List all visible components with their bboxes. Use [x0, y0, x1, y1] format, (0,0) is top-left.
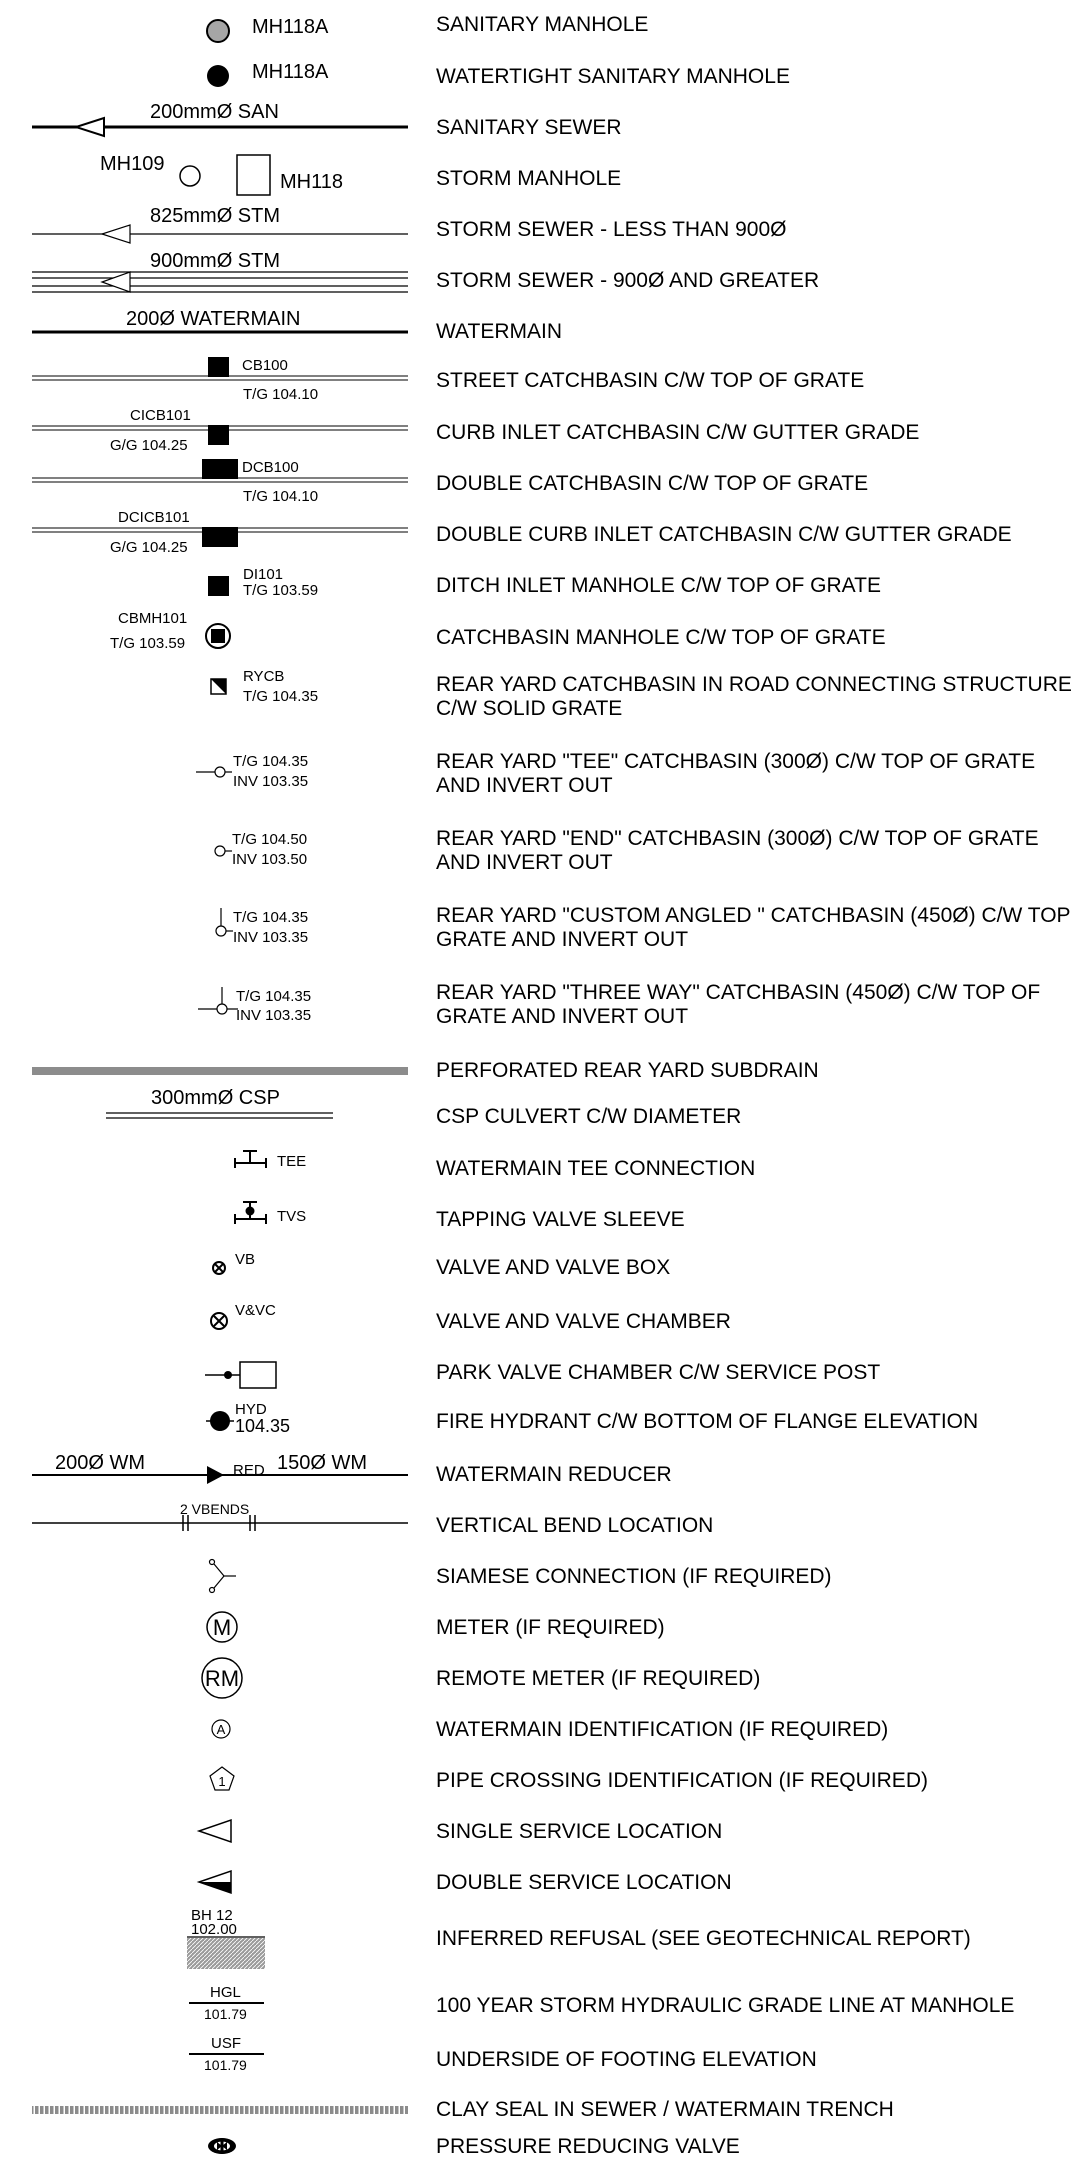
rear-yard-custom-angled-catchbasin-symbol [0, 896, 410, 946]
hgl-label: HGL [210, 1984, 241, 2001]
elevation-label: T/G 103.59 [243, 582, 319, 599]
watermain-identification-symbol [0, 1704, 410, 1754]
elevation-label: T/G 104.35 [243, 688, 319, 705]
structure-label: DCICB101 [118, 509, 190, 526]
legend-description: REAR YARD "TEE" CATCHBASIN (300Ø) C/W TOP OF GRATE [436, 750, 1036, 773]
elevation-label: T/G 104.10 [243, 488, 319, 505]
legend-description-continued: GRATE AND INVERT OUT [436, 928, 689, 951]
watermain-reducer-symbol [0, 1449, 410, 1499]
legend-description: UNDERSIDE OF FOOTING ELEVATION [436, 2048, 817, 2071]
ditch-inlet-manhole-symbol [0, 561, 410, 611]
legend-description: PIPE CROSSING IDENTIFICATION (IF REQUIRED) [436, 1769, 928, 1792]
legend-description: SIAMESE CONNECTION (IF REQUIRED) [436, 1565, 832, 1588]
valve-chamber-symbol [0, 1296, 410, 1346]
legend-description: DOUBLE CURB INLET CATCHBASIN C/W GUTTER GRADE [436, 523, 1012, 546]
invert-label: INV 103.35 [236, 1007, 312, 1024]
usf-symbol [0, 2034, 410, 2084]
borehole-label: BH 12 [191, 1907, 233, 1924]
pipe-label: 825mmØ STM [150, 205, 281, 227]
pipe-crossing-identification-symbol [0, 1755, 410, 1805]
double-catchbasin-symbol [0, 459, 410, 509]
pressure-reducing-valve-symbol [0, 2130, 410, 2180]
double-curb-inlet-catchbasin-symbol [0, 510, 410, 560]
curb-inlet-catchbasin-symbol [0, 408, 410, 458]
legend-description-continued: AND INVERT OUT [436, 851, 613, 874]
legend-description: FIRE HYDRANT C/W BOTTOM OF FLANGE ELEVATION [436, 1410, 979, 1433]
legend-description: CSP CULVERT C/W DIAMETER [436, 1105, 742, 1128]
storm-sewer-small-symbol [0, 204, 410, 254]
storm-sewer-large-symbol [0, 250, 410, 305]
legend-description: PRESSURE REDUCING VALVE [436, 2135, 740, 2158]
legend-description: REAR YARD "THREE WAY" CATCHBASIN (450Ø) C/W TOP OF [436, 981, 1041, 1004]
sanitary-sewer-symbol [0, 102, 410, 152]
csp-culvert-symbol [0, 1080, 410, 1130]
valve-label: VB [235, 1251, 256, 1268]
legend-description: PERFORATED REAR YARD SUBDRAIN [436, 1059, 819, 1082]
elevation-label: 104.35 [235, 1416, 291, 1436]
invert-label: INV 103.35 [233, 929, 309, 946]
legend-description: METER (IF REQUIRED) [436, 1616, 665, 1639]
elevation-label: 102.00 [191, 1921, 237, 1938]
park-valve-chamber-symbol [0, 1347, 410, 1397]
legend-description: DOUBLE SERVICE LOCATION [436, 1871, 732, 1894]
legend-description: WATERMAIN REDUCER [436, 1463, 672, 1486]
pipe-label: 200Ø WM [55, 1452, 146, 1474]
manhole-label: MH118A [252, 16, 329, 38]
elevation-label: G/G 104.25 [110, 437, 188, 454]
reducer-label: RED [233, 1462, 265, 1479]
pipe-label: 300mmØ CSP [151, 1087, 280, 1109]
legend-description: STORM SEWER - 900Ø AND GREATER [436, 269, 820, 292]
watertight-manhole-symbol [0, 51, 410, 101]
manhole-label: MH109 [100, 153, 165, 175]
elevation-label: T/G 103.59 [110, 635, 186, 652]
legend-description: VALVE AND VALVE BOX [436, 1256, 671, 1279]
street-catchbasin-symbol [0, 357, 410, 407]
legend-description: WATERTIGHT SANITARY MANHOLE [436, 65, 790, 88]
legend-description: 100 YEAR STORM HYDRAULIC GRADE LINE AT MANHOLE [436, 1994, 1015, 2017]
legend-description: WATERMAIN TEE CONNECTION [436, 1157, 756, 1180]
watermain-symbol [0, 306, 410, 356]
vertical-bend-symbol [0, 1500, 410, 1550]
manhole-label: MH118A [252, 61, 329, 83]
hydrant-label: HYD [235, 1401, 267, 1418]
legend-description: STORM MANHOLE [436, 167, 622, 190]
single-service-symbol [0, 1806, 410, 1856]
elevation-label: T/G 104.35 [233, 753, 309, 770]
siamese-connection-symbol [0, 1551, 410, 1601]
remote-meter-symbol [0, 1653, 410, 1703]
rear-yard-end-catchbasin-symbol [0, 819, 410, 869]
inferred-refusal-symbol [0, 1905, 410, 1955]
legend-description: REMOTE METER (IF REQUIRED) [436, 1667, 761, 1690]
identification-label: 1 [218, 1774, 226, 1789]
manhole-label: MH118 [280, 171, 343, 193]
legend-description: TAPPING VALVE SLEEVE [436, 1208, 685, 1231]
legend-description: DOUBLE CATCHBASIN C/W TOP OF GRATE [436, 472, 869, 495]
catchbasin-manhole-symbol [0, 612, 410, 662]
elevation-label: G/G 104.25 [110, 539, 188, 556]
valve-label: V&VC [235, 1302, 276, 1319]
structure-label: CB100 [242, 357, 288, 374]
legend-description-continued: AND INVERT OUT [436, 774, 613, 797]
elevation-label: T/G 104.50 [232, 831, 308, 848]
legend-description: REAR YARD "END" CATCHBASIN (300Ø) C/W TOP OF GRATE [436, 827, 1039, 850]
structure-label: CICB101 [130, 407, 191, 424]
pipe-label: 200mmØ SAN [150, 101, 279, 123]
legend-description: CURB INLET CATCHBASIN C/W GUTTER GRADE [436, 421, 920, 444]
elevation-label: 101.79 [204, 2057, 247, 2073]
legend-description: VALVE AND VALVE CHAMBER [436, 1310, 731, 1333]
structure-label: DCB100 [242, 459, 299, 476]
rear-yard-three-way-catchbasin-symbol [0, 973, 410, 1023]
rear-yard-catchbasin-symbol [0, 665, 410, 715]
legend-description: STREET CATCHBASIN C/W TOP OF GRATE [436, 369, 865, 392]
structure-label: DI101 [243, 566, 284, 583]
fitting-label: TVS [277, 1208, 307, 1225]
bend-label: 2 VBENDS [180, 1501, 250, 1517]
meter-label: RM [204, 1666, 240, 1691]
legend-description: SANITARY MANHOLE [436, 13, 649, 36]
meter-label: M [212, 1615, 232, 1640]
legend-description-continued: GRATE AND INVERT OUT [436, 1005, 689, 1028]
meter-symbol [0, 1602, 410, 1652]
invert-label: INV 103.50 [232, 851, 308, 868]
legend-description: PARK VALVE CHAMBER C/W SERVICE POST [436, 1361, 881, 1384]
legend-description: VERTICAL BEND LOCATION [436, 1514, 714, 1537]
legend-description: SINGLE SERVICE LOCATION [436, 1820, 723, 1843]
sanitary-manhole-symbol [0, 0, 410, 50]
legend-description: CLAY SEAL IN SEWER / WATERMAIN TRENCH [436, 2098, 894, 2121]
pipe-label: 900mmØ STM [150, 250, 281, 272]
fire-hydrant-symbol [0, 1398, 410, 1448]
elevation-label: T/G 104.10 [243, 386, 319, 403]
structure-label: RYCB [243, 668, 285, 685]
tapping-valve-sleeve-symbol [0, 1194, 410, 1244]
legend-description: WATERMAIN [436, 320, 562, 343]
watermain-tee-symbol [0, 1143, 410, 1193]
legend-description-continued: C/W SOLID GRATE [436, 697, 623, 720]
double-service-symbol [0, 1857, 410, 1907]
legend-description: DITCH INLET MANHOLE C/W TOP OF GRATE [436, 574, 881, 597]
invert-label: INV 103.35 [233, 773, 309, 790]
legend-description: CATCHBASIN MANHOLE C/W TOP OF GRATE [436, 626, 886, 649]
elevation-label: T/G 104.35 [236, 988, 312, 1005]
legend-description: WATERMAIN IDENTIFICATION (IF REQUIRED) [436, 1718, 889, 1741]
legend-description: REAR YARD CATCHBASIN IN ROAD CONNECTING STRUCTURE [436, 673, 1072, 696]
legend-description: SANITARY SEWER [436, 116, 622, 139]
storm-manhole-symbol [0, 153, 410, 203]
legend-description: STORM SEWER - LESS THAN 900Ø [436, 218, 787, 241]
structure-label: CBMH101 [118, 610, 188, 627]
fitting-label: TEE [277, 1153, 307, 1170]
elevation-label: 101.79 [204, 2006, 247, 2022]
identification-label: A [216, 1722, 226, 1737]
rear-yard-tee-catchbasin-symbol [0, 742, 410, 792]
valve-box-symbol [0, 1245, 410, 1295]
pipe-label: 150Ø WM [277, 1452, 368, 1474]
elevation-label: T/G 104.35 [233, 909, 309, 926]
hgl-symbol [0, 1983, 410, 2033]
legend-description: INFERRED REFUSAL (SEE GEOTECHNICAL REPORT) [436, 1927, 971, 1950]
legend-description: REAR YARD "CUSTOM ANGLED " CATCHBASIN (450Ø) C/W TOP [436, 904, 1071, 927]
pipe-label: 200Ø WATERMAIN [126, 308, 301, 330]
usf-label: USF [211, 2035, 241, 2052]
